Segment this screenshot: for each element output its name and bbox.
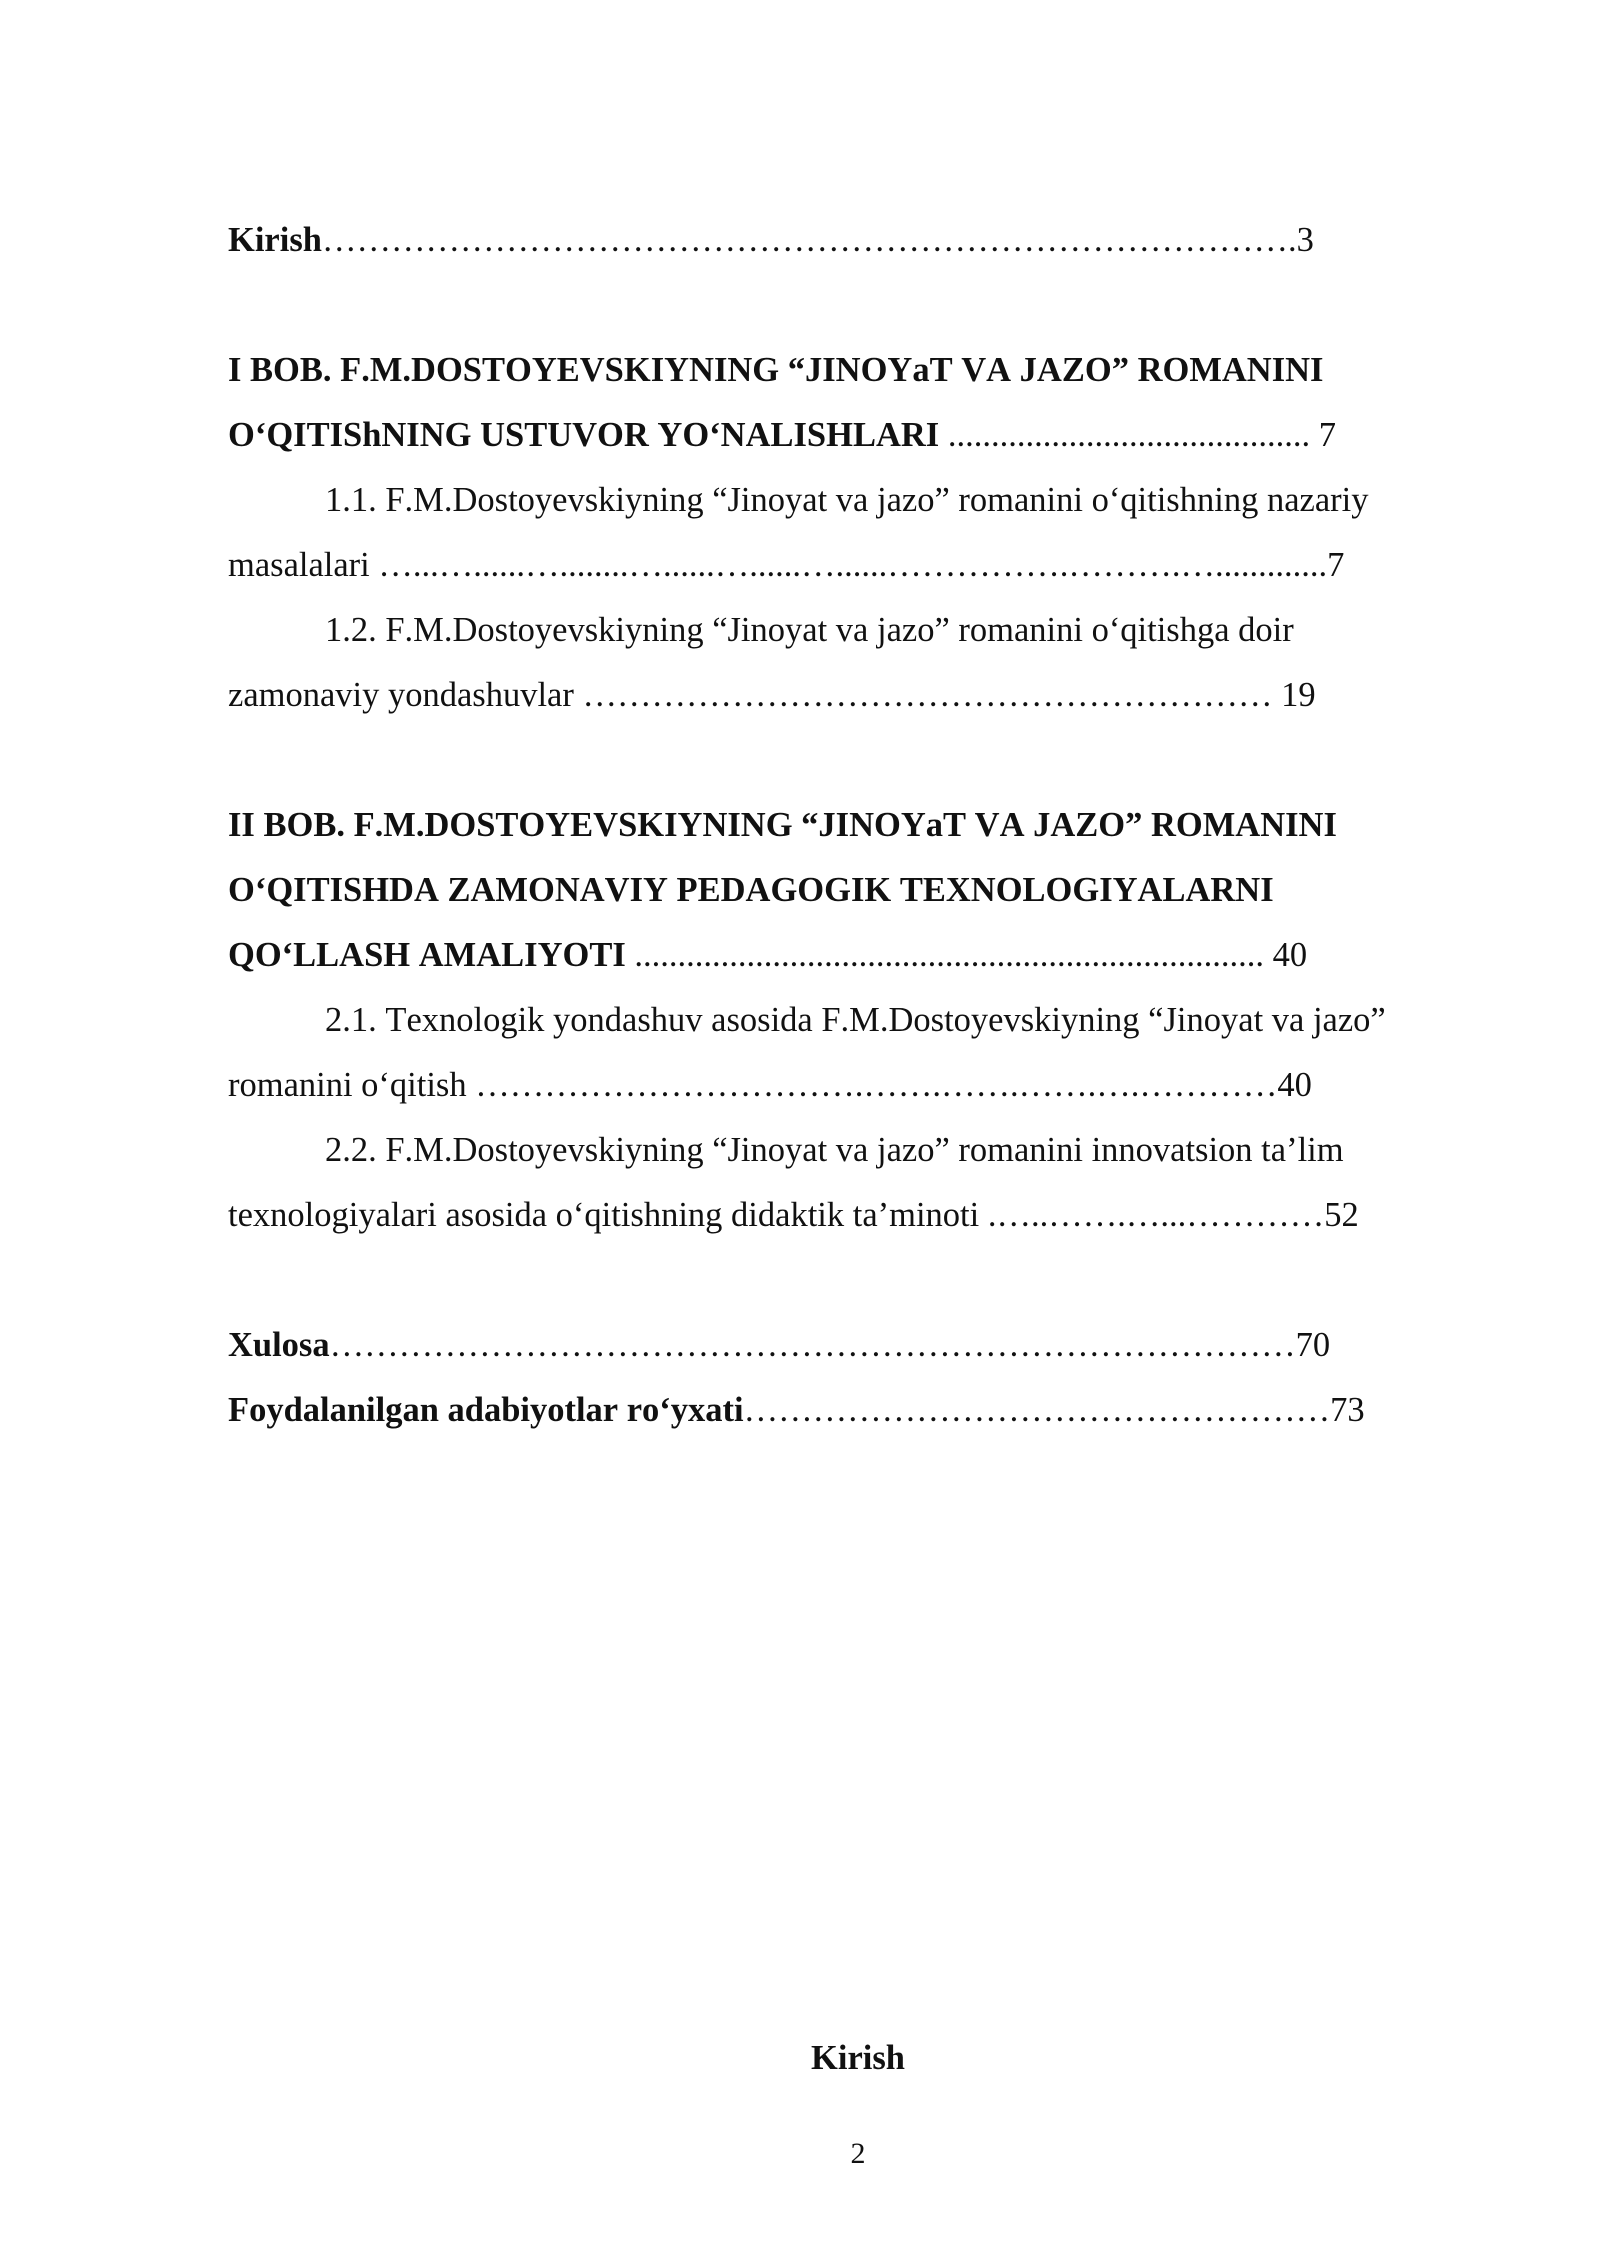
- page-number: 2: [850, 2137, 866, 2170]
- toc-section-1-2-line1[interactable]: 1.2. F.M.Dostoyevskiyning “Jinoyat va jazo” romanini o‘qitishga doir: [325, 611, 1294, 649]
- toc-chapter1-line1[interactable]: I BOB. F.M.DOSTOYEVSKIYNING “JINOYaT VA JAZO” ROMANINI: [228, 351, 1324, 389]
- toc-entry-references[interactable]: [228, 1390, 1365, 1430]
- toc-chapter2-line1[interactable]: II BOB. F.M.DOSTOYEVSKIYNING “JINOYaT VA JAZO” ROMANINI: [228, 806, 1337, 844]
- toc-section-2-2-line1[interactable]: 2.2. F.M.Dostoyevskiyning “Jinoyat va jazo” romanini innovatsion ta’lim: [325, 1131, 1344, 1169]
- toc-section-1-1-line1[interactable]: 1.1. F.M.Dostoyevskiyning “Jinoyat va jazo” romanini o‘qitishning nazariy: [325, 481, 1369, 519]
- section-heading-intro: Kirish: [811, 2039, 905, 2077]
- toc-entry-conclusion[interactable]: [228, 1325, 1330, 1365]
- toc-section-2-1-line1[interactable]: 2.1. Texnologik yondashuv asosida F.M.Dostoyevskiyning “Jinoyat va jazo”: [325, 1001, 1386, 1039]
- toc-intro-page: 3: [1296, 221, 1314, 259]
- toc-references-leader: ……………………………………………73: [743, 1391, 1365, 1429]
- toc-chapter2-leader: ......................................................................... 40: [625, 936, 1308, 974]
- toc-entry-intro[interactable]: [228, 220, 1314, 260]
- toc-chapter2-line3[interactable]: [228, 935, 1307, 975]
- toc-chapter1-leader: .......................................... 7: [939, 416, 1336, 454]
- toc-intro-title: Kirish: [228, 221, 322, 259]
- toc-section-2-2-line2[interactable]: texnologiyalari asosida o‘qitishning didaktik ta’minoti .…..…….…...…………52: [228, 1196, 1359, 1234]
- toc-chapter2-title-end: QO‘LLASH AMALIYOTI: [228, 936, 626, 974]
- toc-section-2-1-line2[interactable]: romanini o‘qitish …………………………….…….…….…….….…………40: [228, 1066, 1312, 1104]
- toc-chapter1-title-end: O‘QITIShNING USTUVOR YO‘NALISHLARI: [228, 416, 940, 454]
- toc-references-title: Foydalanilgan adabiyotlar ro‘yxati: [228, 1391, 744, 1429]
- toc-conclusion-title: Xulosa: [228, 1326, 330, 1364]
- toc-conclusion-leader: …………………………………………………………………………70: [329, 1326, 1331, 1364]
- toc-chapter1-line2[interactable]: [228, 415, 1336, 455]
- toc-section-1-1-line2[interactable]: masalalari …...…......…........…......…......…......…………….……….….............7: [228, 546, 1345, 584]
- toc-chapter2-line2[interactable]: O‘QITISHDA ZAMONAVIY PEDAGOGIK TEXNOLOGIYALARNI: [228, 871, 1274, 909]
- toc-intro-leader: ………………………………………………………………………….: [321, 221, 1297, 259]
- toc-section-1-2-line2[interactable]: zamonaviy yondashuvlar …………………………………………………… 19: [228, 676, 1316, 714]
